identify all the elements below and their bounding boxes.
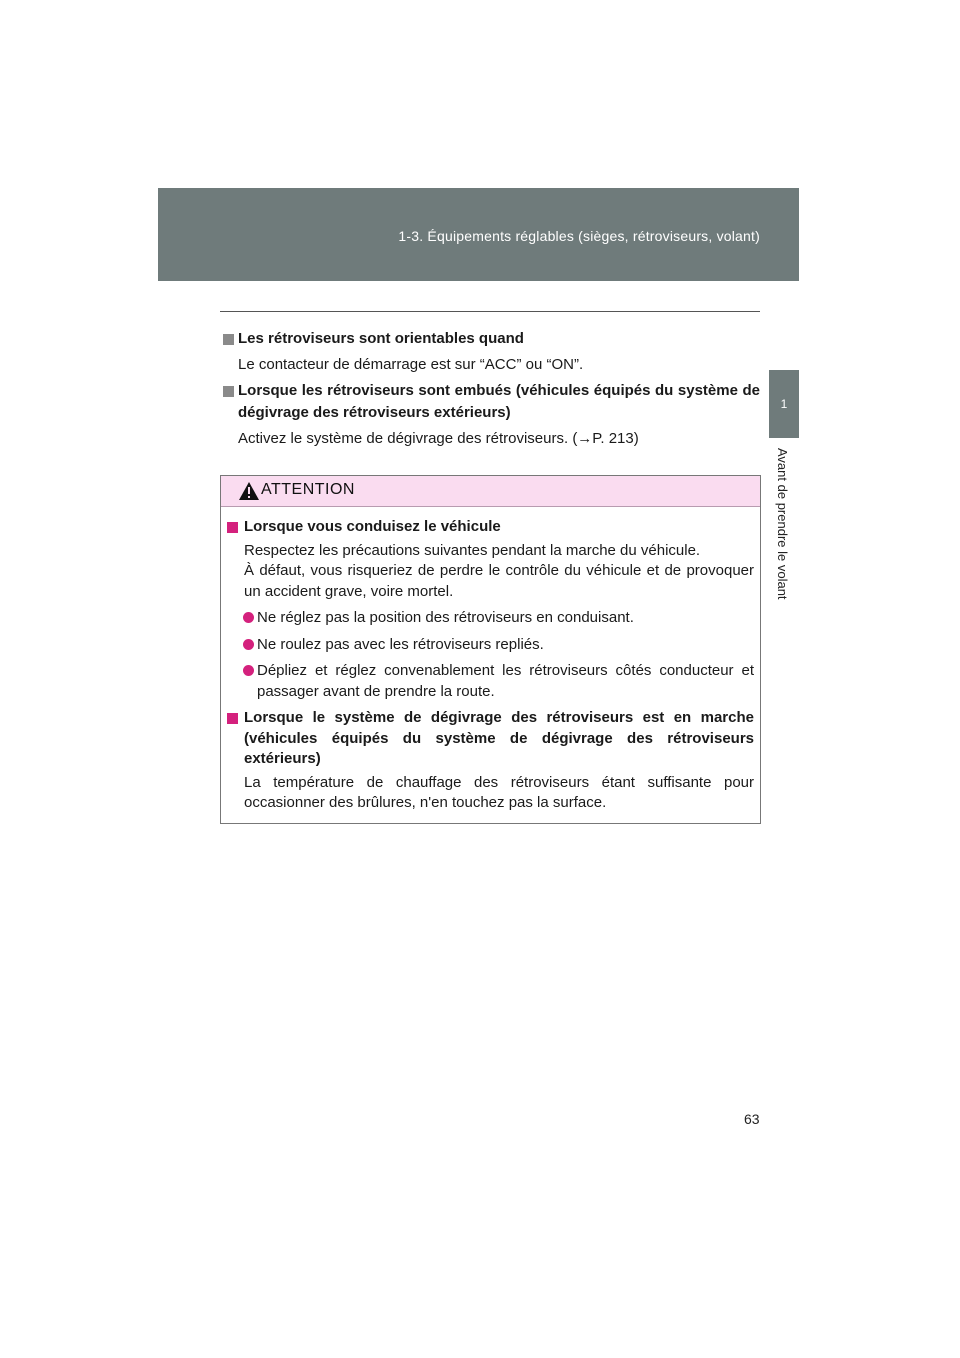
list-item-text: Dépliez et réglez convenablement les rétroviseurs côtés conducteur et passager avant de prendre la route. xyxy=(257,662,754,700)
section-text: Activez le système de dégivrage des rétroviseurs. (→P. 213) xyxy=(238,430,639,447)
attention-text xyxy=(227,541,754,603)
square-bullet-icon xyxy=(223,386,234,397)
round-bullet-icon xyxy=(243,612,254,623)
attention-text-line: Respectez les précautions suivantes pendant la marche du véhicule. xyxy=(244,541,701,559)
section-heading xyxy=(220,328,760,350)
round-bullet-icon xyxy=(243,639,254,650)
attention-header xyxy=(221,476,760,507)
chapter-number: 1 xyxy=(780,397,788,411)
attention-text-line: À défaut, vous risqueriez de perdre le contrôle du véhicule et de provoquer un accident grave, voire mortel. xyxy=(244,562,754,600)
attention-heading xyxy=(227,708,754,770)
attention-heading-text: Lorsque le système de dégivrage des rétroviseurs est en marche (véhicules équipés du système de dégivrage des rétroviseurs extérieurs) xyxy=(244,709,754,767)
warning-triangle-icon xyxy=(238,481,260,501)
section-heading xyxy=(220,380,760,424)
page-number: 63 xyxy=(744,1111,760,1127)
chapter-side-label-text: Avant de prendre le volant xyxy=(775,448,790,600)
chapter-title: 1-3. Équipements réglables (sièges, rétroviseurs, volant) xyxy=(398,228,760,244)
attention-box xyxy=(220,475,761,824)
attention-title: ATTENTION xyxy=(261,481,355,498)
list-item xyxy=(227,635,754,656)
section-text: Le contacteur de démarrage est sur “ACC” ou “ON”. xyxy=(238,356,584,373)
list-item-text: Ne roulez pas avec les rétroviseurs repliés. xyxy=(257,635,544,653)
list-item-text: Ne réglez pas la position des rétroviseurs en conduisant. xyxy=(257,609,634,626)
main-content xyxy=(220,326,760,454)
top-divider xyxy=(220,311,760,312)
chapter-header xyxy=(158,188,799,281)
list-item xyxy=(227,661,754,702)
chapter-tab xyxy=(769,370,799,438)
attention-text: La température de chauffage des rétroviseurs étant suffisante pour occasionner des brûlures, n'en touchez pas la surface. xyxy=(244,773,754,811)
section-heading-text: Lorsque les rétroviseurs sont embués (véhicules équipés du système de dégivrage des rétroviseurs extérieurs) xyxy=(238,382,760,421)
section-heading-text: Les rétroviseurs sont orientables quand xyxy=(238,330,524,347)
chapter-side-label xyxy=(767,448,801,618)
round-bullet-icon xyxy=(243,665,254,676)
square-bullet-icon xyxy=(223,334,234,345)
square-bullet-icon xyxy=(227,713,238,724)
attention-heading-text: Lorsque vous conduisez le véhicule xyxy=(244,518,501,535)
list-item xyxy=(227,608,754,629)
attention-heading xyxy=(227,517,754,538)
attention-body xyxy=(221,507,760,814)
square-bullet-icon xyxy=(227,522,238,533)
